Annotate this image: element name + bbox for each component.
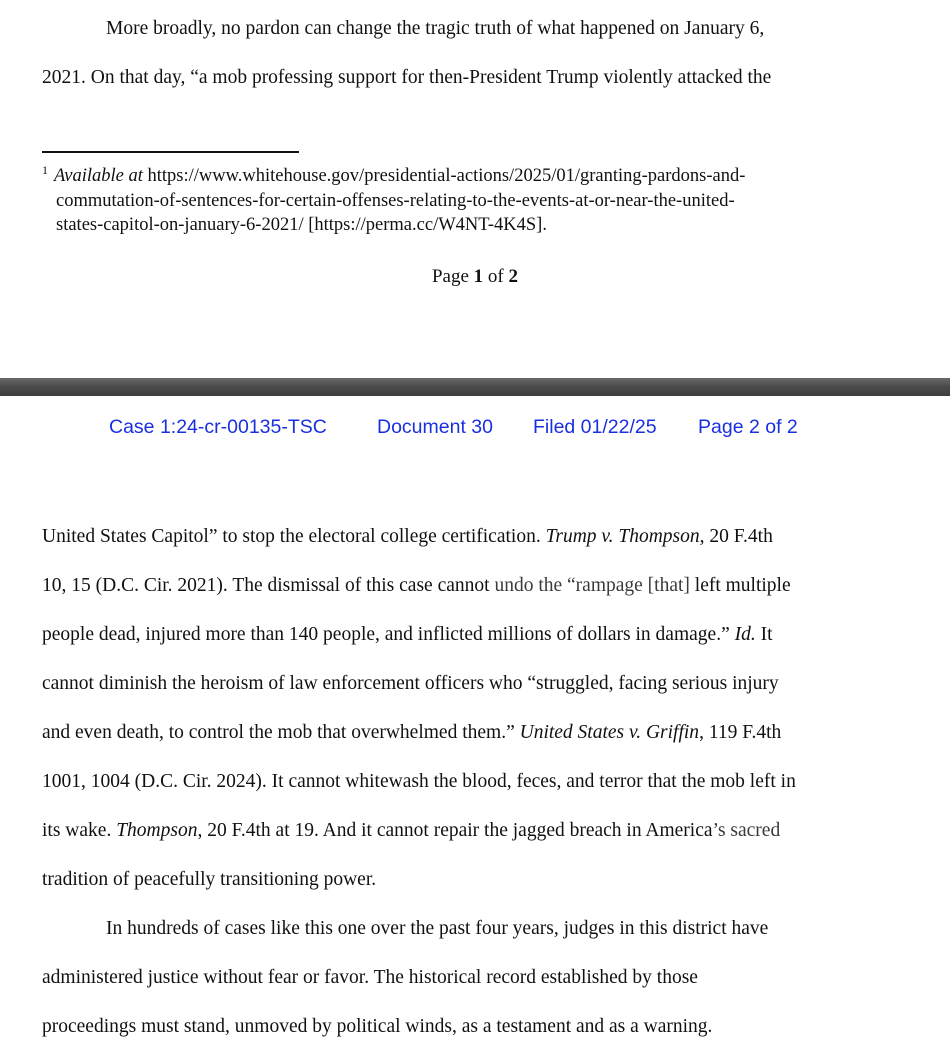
case-citation: United States v. Griffin — [519, 722, 700, 743]
page-separator — [0, 378, 950, 396]
document-page-2 — [0, 396, 950, 1064]
text-line: people dead, injured more than 140 people, and inflicted millions of dollars in damage.” Id. It — [42, 624, 773, 645]
footnote-line: states-capitol-on-january-6-2021/ [https://perma.cc/W4NT-4K4S]. — [56, 215, 547, 235]
footnote-signal: Available at — [54, 166, 143, 186]
footnote-1 — [42, 164, 902, 238]
case-citation: Trump v. Thompson — [545, 526, 700, 547]
text-line: 1001, 1004 (D.C. Cir. 2024). It cannot whitewash the blood, feces, and terror that the mob left in — [42, 771, 796, 792]
text-line: administered justice without fear or favor. The historical record established by those — [42, 967, 698, 988]
document-number: Document 30 — [377, 416, 493, 438]
page-number-total: 2 — [508, 266, 518, 287]
page2-body-text — [42, 512, 912, 1051]
footnote-divider — [42, 151, 299, 153]
case-citation: Thompson — [116, 820, 198, 841]
page-number-current: 1 — [473, 266, 484, 287]
footnote-marker: 1 — [42, 163, 48, 177]
text-line: tradition of peacefully transitioning power. — [42, 869, 377, 890]
text-line: proceedings must stand, unmoved by political winds, as a testament and as a warning. — [42, 1016, 713, 1037]
filed-date: Filed 01/22/25 — [533, 416, 657, 438]
document-page-1 — [0, 0, 950, 378]
case-citation: Id. — [734, 624, 756, 645]
text-line: 2021. On that day, “a mob professing support for then-President Trump violently attacked the — [42, 67, 772, 88]
text-line: More broadly, no pardon can change the tragic truth of what happened on January 6, — [106, 18, 765, 39]
case-number: Case 1:24-cr-00135-TSC — [109, 416, 327, 438]
text-line: In hundreds of cases like this one over the past four years, judges in this district have — [106, 918, 769, 939]
footnote-line — [42, 164, 902, 189]
page1-body-text — [42, 4, 912, 102]
header-page-indicator: Page 2 of 2 — [698, 416, 798, 438]
text-line: cannot diminish the heroism of law enforcement officers who “struggled, facing serious injury — [42, 673, 779, 694]
page-number: Page 1 of 2 — [431, 266, 518, 287]
text-line: its wake. Thompson, 20 F.4th at 19. And it cannot repair the jagged breach in America’s sacred — [42, 820, 781, 841]
footnote-url-part: https://www.whitehouse.gov/presidential-actions/2025/01/granting-pardons-and- — [142, 166, 746, 186]
text-line: United States Capitol” to stop the electoral college certification. Trump v. Thompson, 20 F.4th — [42, 526, 773, 547]
text-line: and even death, to control the mob that overwhelmed them.” United States v. Griffin, 119 F.4th — [42, 722, 782, 743]
footnote-line: commutation-of-sentences-for-certain-offenses-relating-to-the-events-at-or-near-the-united- — [56, 190, 735, 211]
text-line: 10, 15 (D.C. Cir. 2021). The dismissal of this case cannot undo the “rampage [that] left multiple — [42, 575, 791, 596]
